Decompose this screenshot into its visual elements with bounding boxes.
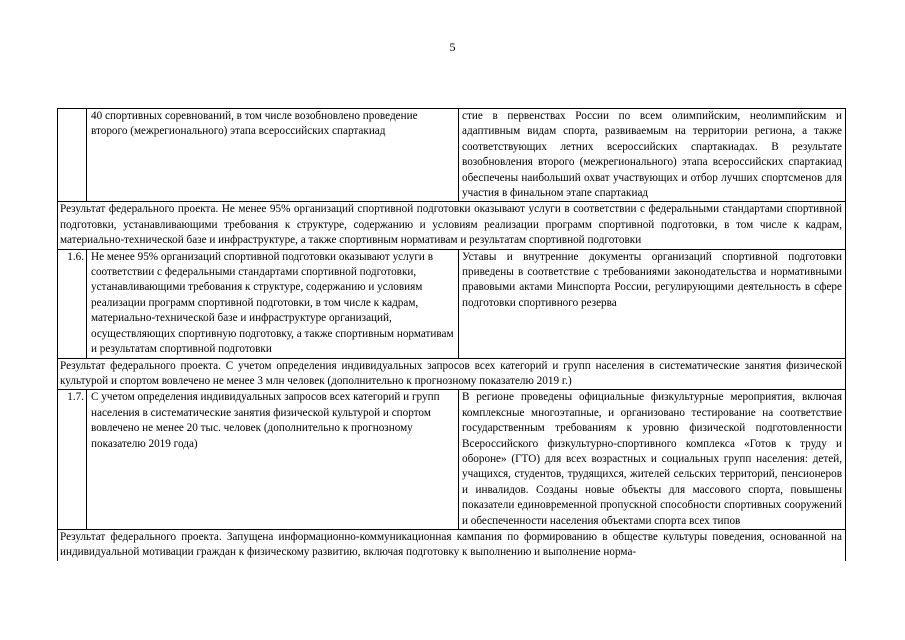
item-measure: С учетом определения индивидуальных запросов всех категорий и групп населения в систематические занятия физической культурой и спортом вовлечено не менее 20 тыс. человек (дополнительно к прогнозному показателю 2019 года) bbox=[87, 390, 459, 530]
federal-project-result: Результат федерального проекта. Запущена информационно-коммуникационная кампания по формированию в обществе культуры поведения, основанной на индивидуальной мотивации граждан к физическому развитию, включая подготовку к выполнению и выполнение норма- bbox=[58, 529, 846, 560]
item-result-description: стие в первенствах России по всем олимпийским, неолимпийским и адаптивным видам спорта, развиваемым на территории региона, а также соответствующих летних всероссийских спартакиадах. В результате возобновления второго (межрегионального) этапа всероссийских спартакиад обеспечены наибольший охват участвующих и отбор лучших спортсменов для участия в финальном этапе спартакиад bbox=[459, 109, 846, 202]
table-row bbox=[58, 390, 846, 530]
federal-project-result: Результат федерального проекта. С учетом определения индивидуальных запросов всех категорий и групп населения в систематические занятия физической культурой и спортом вовлечено не менее 3 млн человек (дополнительно к прогнозному показателю 2019 г.) bbox=[58, 358, 846, 390]
page-number: 5 bbox=[449, 40, 456, 54]
item-result-description: В регионе проведены официальные физкультурные мероприятия, включая комплексные многоэтапные, и организовано тестирование на соответствие государственным требованиям к уровню физической подготовленности Всероссийского физкультурно-спортивного комплекса «Готов к труду и обороне» (ГТО) для всех возрастных и социальных групп населения: детей, учащихся, студентов, трудящихся, жителей сельских территорий, пенсионеров и инвалидов. Созданы новые объекты для массового спорта, повышены показатели единовременной пропускной способности спортивных сооружений и обеспеченности населения объектами спорта всех типов bbox=[459, 390, 846, 530]
table-row bbox=[58, 529, 846, 560]
item-result-description: Уставы и внутренние документы организаций спортивной подготовки приведены в соответствие с требованиями законодательства и нормативными правовыми актами Минспорта России, регулирующими деятельность в сфере подготовки спортивного резерва bbox=[459, 249, 846, 358]
table-row bbox=[58, 249, 846, 358]
table-row bbox=[58, 358, 846, 390]
item-number: 1.7. bbox=[58, 390, 87, 530]
table-row bbox=[58, 202, 846, 249]
table-row bbox=[58, 109, 846, 202]
item-measure: 40 спортивных соревнований, в том числе возобновлено проведение второго (межрегионального) этапа всероссийских спартакиад bbox=[87, 109, 459, 202]
item-measure: Не менее 95% организаций спортивной подготовки оказывают услуги в соответствии с федеральными стандартами спортивной подготовки, устанавливающими требования к структуре, содержанию и условиям реализации программ спортивной подготовки, в том числе к кадрам, материально-технической базе и инфраструктуре организаций, осуществляющих спортивную подготовку, а также спортивным нормативам и результатам спортивной подготовки bbox=[87, 249, 459, 358]
federal-project-result: Результат федерального проекта. Не менее 95% организаций спортивной подготовки оказывают услуги в соответствии с федеральными стандартами спортивной подготовки, устанавливающими требования к структуре, содержанию и условиям реализации программ спортивной подготовки, в том числе к кадрам, материально-технической базе и инфраструктуре, а также спортивным нормативам и результатам спортивной подготовки bbox=[58, 202, 846, 249]
item-number: 1.6. bbox=[58, 249, 87, 358]
item-number bbox=[58, 109, 87, 202]
project-results-table bbox=[57, 108, 846, 561]
